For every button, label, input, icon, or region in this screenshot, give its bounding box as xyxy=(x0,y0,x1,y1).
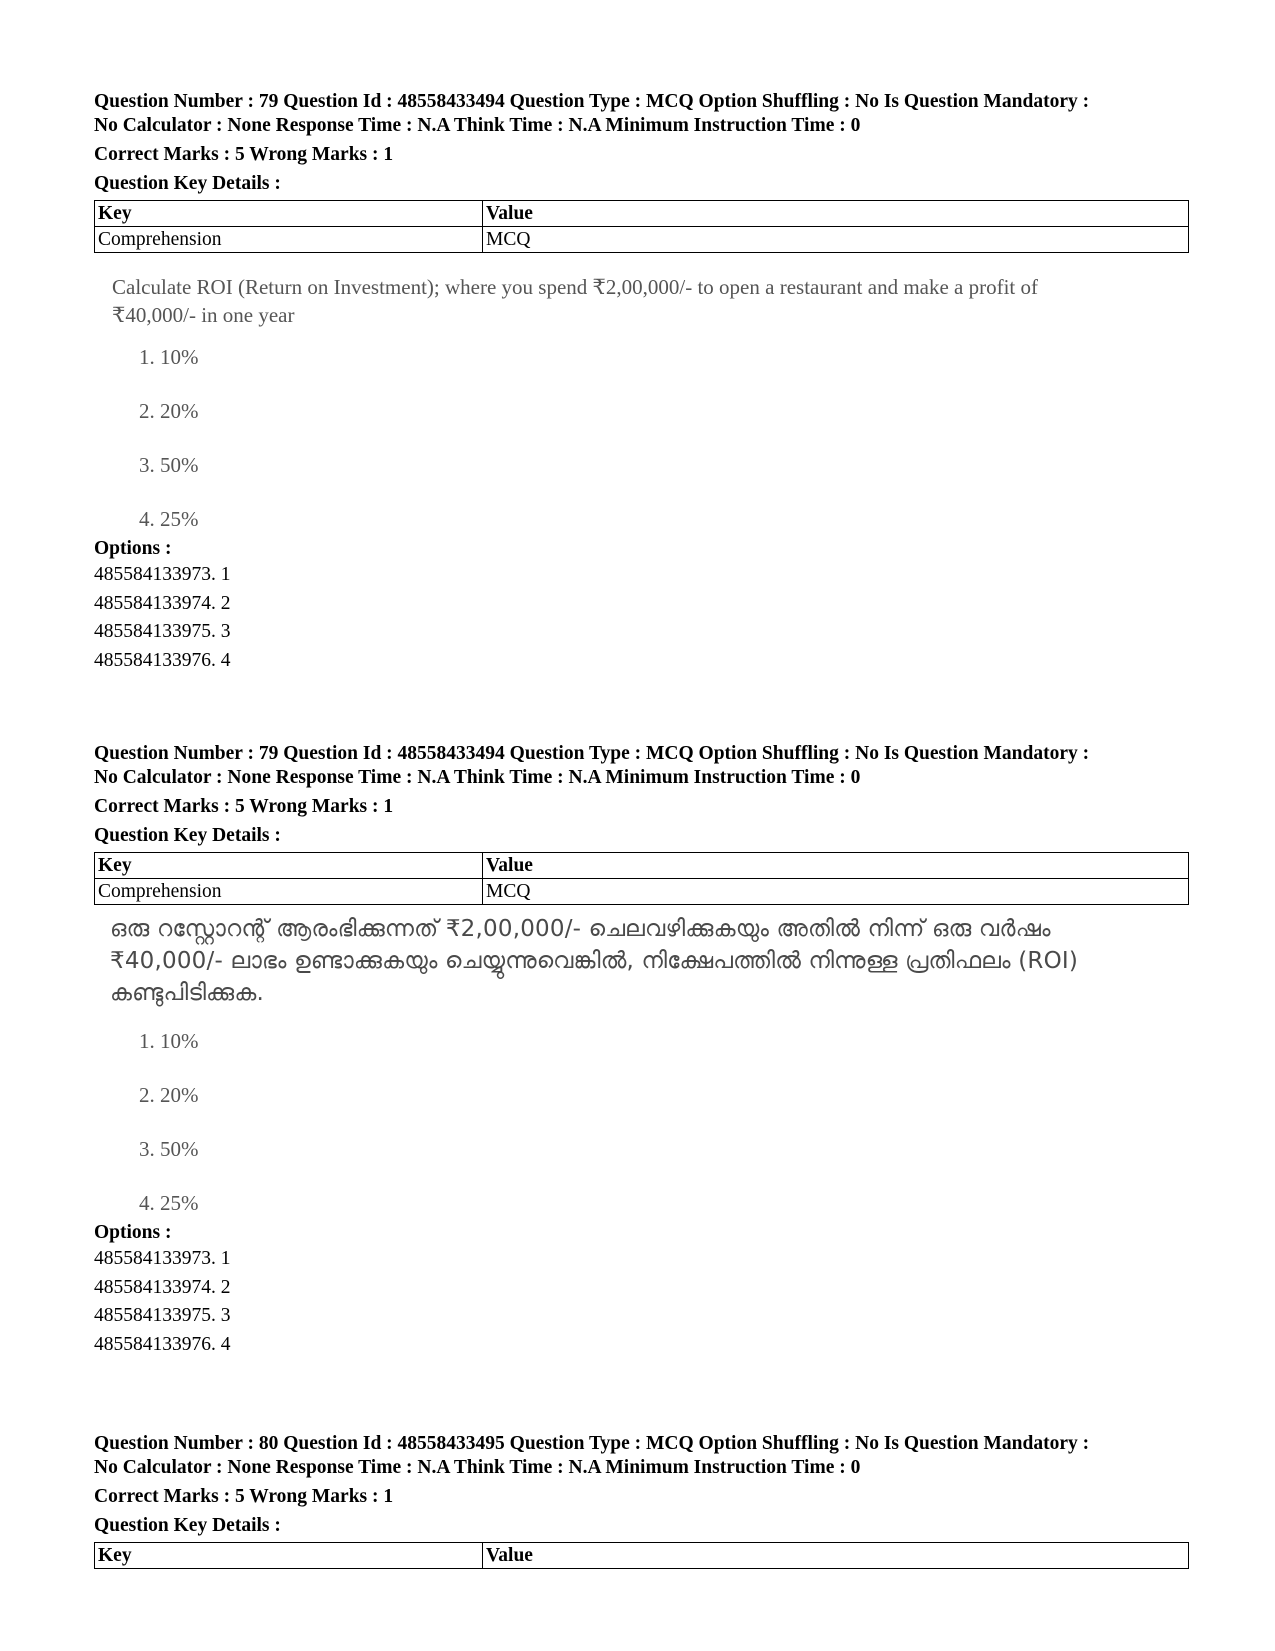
table-row xyxy=(95,879,1189,905)
option-item: 485584133975. 3 xyxy=(94,1305,231,1326)
marks-line: Correct Marks : 5 Wrong Marks : 1 xyxy=(94,1486,394,1507)
answer-choices xyxy=(139,1027,1184,1227)
key-details-table xyxy=(94,200,1189,253)
key-details-label: Question Key Details : xyxy=(94,825,281,846)
question-meta-line2: No Calculator : None Response Time : N.A Think Time : N.A Minimum Instruction Time : 0 xyxy=(94,115,861,136)
question-meta-line1: Question Number : 79 Question Id : 48558433494 Question Type : MCQ Option Shuffling : No Is Question Mandatory : xyxy=(94,743,1090,764)
table-header-value: Value xyxy=(483,853,1189,879)
option-item: 485584133974. 2 xyxy=(94,1276,231,1298)
choice-item: 2. 20% xyxy=(139,399,199,423)
question-text: Calculate ROI (Return on Investment); where you spend ₹2,00,000/- to open a restaurant and make a profit of ₹40,000/- in one year xyxy=(112,275,1039,327)
question-meta-line1: Question Number : 80 Question Id : 48558433495 Question Type : MCQ Option Shuffling : No Is Question Mandatory : xyxy=(94,1433,1090,1454)
option-item: 485584133976. 4 xyxy=(94,1333,231,1355)
marks-line: Correct Marks : 5 Wrong Marks : 1 xyxy=(94,796,394,817)
answer-choices xyxy=(139,343,1184,543)
table-cell-key: Comprehension xyxy=(95,227,483,253)
table-header-key: Key xyxy=(95,853,483,879)
option-item: 485584133976. 4 xyxy=(94,649,231,671)
key-details-label: Question Key Details : xyxy=(94,1515,281,1536)
question-meta-line2: No Calculator : None Response Time : N.A Think Time : N.A Minimum Instruction Time : 0 xyxy=(94,1457,861,1478)
option-item: 485584133975. 3 xyxy=(94,621,231,642)
table-row xyxy=(95,227,1189,253)
question-meta-line2: No Calculator : None Response Time : N.A Think Time : N.A Minimum Instruction Time : 0 xyxy=(94,767,861,788)
choice-item: 4. 25% xyxy=(139,507,199,531)
choice-item: 3. 50% xyxy=(139,453,199,477)
option-item: 485584133973. 1 xyxy=(94,564,231,585)
table-header-key: Key xyxy=(95,1543,483,1569)
table-cell-key: Comprehension xyxy=(95,879,483,905)
key-details-table xyxy=(94,852,1189,905)
key-details-table xyxy=(94,1542,1189,1569)
table-header-value: Value xyxy=(483,1543,1189,1569)
choice-item: 1. 10% xyxy=(139,1029,199,1053)
choice-item: 3. 50% xyxy=(139,1137,199,1161)
table-header-row xyxy=(95,853,1189,879)
table-header-row xyxy=(95,1543,1189,1569)
option-item: 485584133973. 1 xyxy=(94,1248,231,1269)
question-block xyxy=(94,90,1184,675)
question-meta-line1: Question Number : 79 Question Id : 48558433494 Question Type : MCQ Option Shuffling : No Is Question Mandatory : xyxy=(94,91,1090,112)
choice-item: 1. 10% xyxy=(139,345,199,369)
choice-item: 4. 25% xyxy=(139,1191,199,1215)
table-header-value: Value xyxy=(483,201,1189,227)
options-label: Options : xyxy=(94,1222,172,1243)
key-details-label: Question Key Details : xyxy=(94,173,281,194)
question-block xyxy=(94,742,1184,1359)
marks-line: Correct Marks : 5 Wrong Marks : 1 xyxy=(94,144,394,165)
table-header-key: Key xyxy=(95,201,483,227)
options-label: Options : xyxy=(94,538,172,559)
question-block xyxy=(94,1432,1184,1569)
choice-item: 2. 20% xyxy=(139,1083,199,1107)
table-header-row xyxy=(95,201,1189,227)
option-item: 485584133974. 2 xyxy=(94,592,231,614)
table-cell-value: MCQ xyxy=(483,227,1189,253)
table-cell-value: MCQ xyxy=(483,879,1189,905)
question-text: ഒരു റസ്റ്റോറന്റ് ആരംഭിക്കുന്നത് ₹2,00,000/- ചെലവഴിക്കുകയും അതിൽ നിന്ന് ഒരു വർഷം ₹40,000/- ലാഭം ഉണ്ടാക്കുകയും ചെയ്യുന്നുവെങ്കിൽ, നിക്ഷേപത്തിൽ നിന്നുള്ള പ്രതിഫലം (ROI) കണ്ടുപിടിക്കുക. xyxy=(110,916,1079,1006)
